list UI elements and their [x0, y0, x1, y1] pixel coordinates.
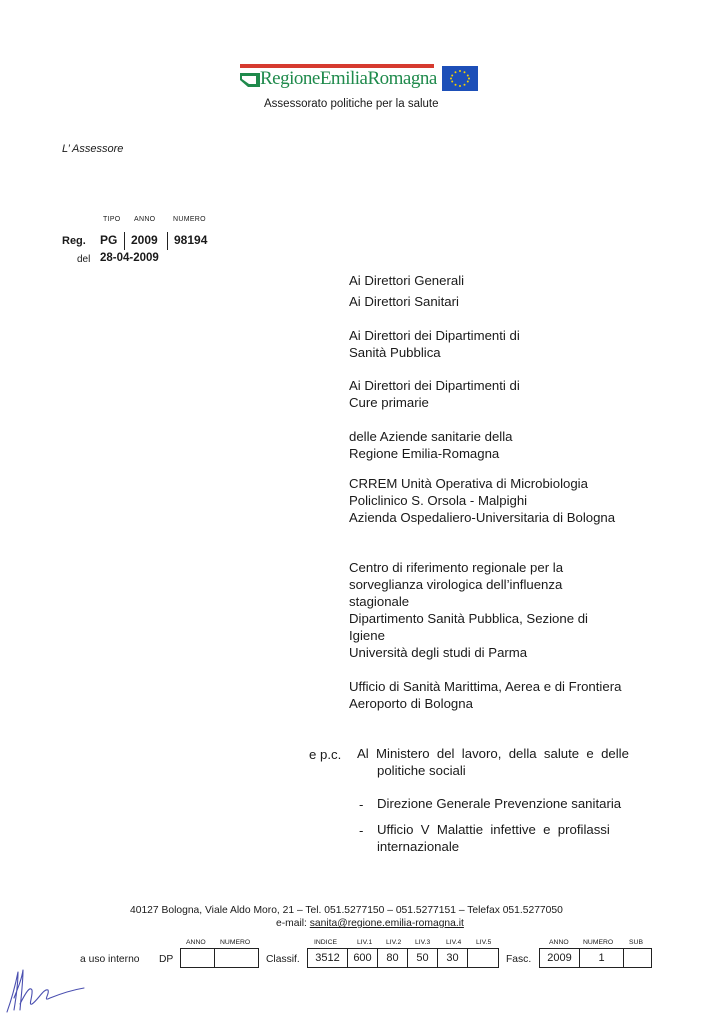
classif-liv4-box: 30: [437, 948, 468, 968]
classif-liv2-box: 80: [377, 948, 408, 968]
copy-to-item: internazionale: [377, 839, 460, 854]
classif-label: Classif.: [266, 954, 300, 965]
footer-email-line: [276, 918, 464, 929]
footer-address: 40127 Bologna, Viale Aldo Moro, 21 – Tel. 051.5277150 – 051.5277151 – Telefax 051.5277050: [130, 905, 563, 916]
email-label: e-mail:: [276, 918, 307, 929]
recipient-line: Ai Direttori dei Dipartimenti di: [349, 328, 520, 343]
classif-indice-box: 3512: [307, 948, 348, 968]
copy-to-item: Direzione Generale Prevenzione sanitaria: [377, 796, 622, 811]
department-subtitle: Assessorato politiche per la salute: [264, 98, 439, 110]
classif-header: LIV.1: [357, 939, 373, 946]
fasc-numero-box: 1: [579, 948, 624, 968]
fasc-header: SUB: [629, 939, 643, 946]
fasc-header: NUMERO: [583, 939, 614, 946]
reg-tipo: PG: [100, 233, 118, 247]
dp-label: DP: [159, 954, 174, 965]
classif-header: INDICE: [314, 939, 338, 946]
dp-numero-box: [214, 948, 259, 968]
recipient-line: Ai Direttori Generali: [349, 273, 465, 288]
fasc-sub-box: [623, 948, 652, 968]
del-label: del: [77, 254, 91, 265]
recipient-line: stagionale: [349, 594, 410, 609]
classif-header: LIV.5: [476, 939, 492, 946]
copy-to-item: Ufficio V Malattie infettive e profilassi: [377, 822, 610, 837]
classif-liv3-box: 50: [407, 948, 438, 968]
dp-header-anno: ANNO: [186, 939, 206, 946]
recipient-line: Dipartimento Sanità Pubblica, Sezione di: [349, 611, 588, 626]
reg-separator: [124, 232, 125, 250]
list-dash: -: [359, 797, 364, 812]
recipient-line: delle Aziende sanitarie della: [349, 429, 513, 444]
classif-liv1-box: 600: [347, 948, 378, 968]
classif-header: LIV.4: [446, 939, 462, 946]
recipient-line: CRREM Unità Operativa di Microbiologia: [349, 476, 588, 491]
recipient-line: Policlinico S. Orsola - Malpighi: [349, 493, 528, 508]
reg-anno: 2009: [131, 233, 158, 247]
copy-to-line: Al Ministero del lavoro, della salute e delle: [357, 746, 629, 761]
classif-liv5-box: [467, 948, 499, 968]
dp-anno-box: [180, 948, 215, 968]
reg-header-numero: NUMERO: [173, 216, 206, 223]
email-link[interactable]: sanita@regione.emilia-romagna.it: [309, 918, 464, 929]
copy-to-label: e p.c.: [309, 747, 342, 762]
regione-logo: [238, 64, 478, 94]
logo-text: RegioneEmiliaRomagna: [260, 68, 437, 89]
fasc-header: ANNO: [549, 939, 569, 946]
reg-label: Reg.: [62, 235, 86, 247]
copy-to-line: politiche sociali: [377, 763, 466, 778]
recipient-line: Cure primarie: [349, 395, 429, 410]
uso-interno-label: a uso interno: [80, 954, 140, 965]
classif-header: LIV.3: [415, 939, 431, 946]
recipient-line: Ufficio di Sanità Marittima, Aerea e di Frontiera: [349, 679, 622, 694]
sender-title: L’ Assessore: [62, 143, 124, 155]
recipient-line: sorveglianza virologica dell’influenza: [349, 577, 563, 592]
eu-flag-icon: [442, 66, 478, 91]
recipient-line: Azienda Ospedaliero-Universitaria di Bologna: [349, 510, 616, 525]
reg-separator: [167, 232, 168, 250]
recipient-line: Ai Direttori dei Dipartimenti di: [349, 378, 520, 393]
reg-numero: 98194: [174, 233, 208, 247]
recipient-line: Aeroporto di Bologna: [349, 696, 473, 711]
fasc-label: Fasc.: [506, 954, 532, 965]
fasc-anno-box: 2009: [539, 948, 580, 968]
recipient-line: Regione Emilia-Romagna: [349, 446, 500, 461]
recipient-line: Sanità Pubblica: [349, 345, 441, 360]
signature-icon: [4, 968, 86, 1016]
list-dash: -: [359, 823, 364, 838]
recipient-line: Ai Direttori Sanitari: [349, 294, 459, 309]
recipient-line: Centro di riferimento regionale per la: [349, 560, 564, 575]
logo-flag-icon: [240, 71, 260, 89]
dp-header-numero: NUMERO: [220, 939, 251, 946]
reg-header-tipo: TIPO: [103, 216, 121, 223]
reg-header-anno: ANNO: [134, 216, 156, 223]
reg-date: 28-04-2009: [100, 252, 159, 264]
classif-header: LIV.2: [386, 939, 402, 946]
recipient-line: Igiene: [349, 628, 385, 643]
recipient-line: Università degli studi di Parma: [349, 645, 528, 660]
